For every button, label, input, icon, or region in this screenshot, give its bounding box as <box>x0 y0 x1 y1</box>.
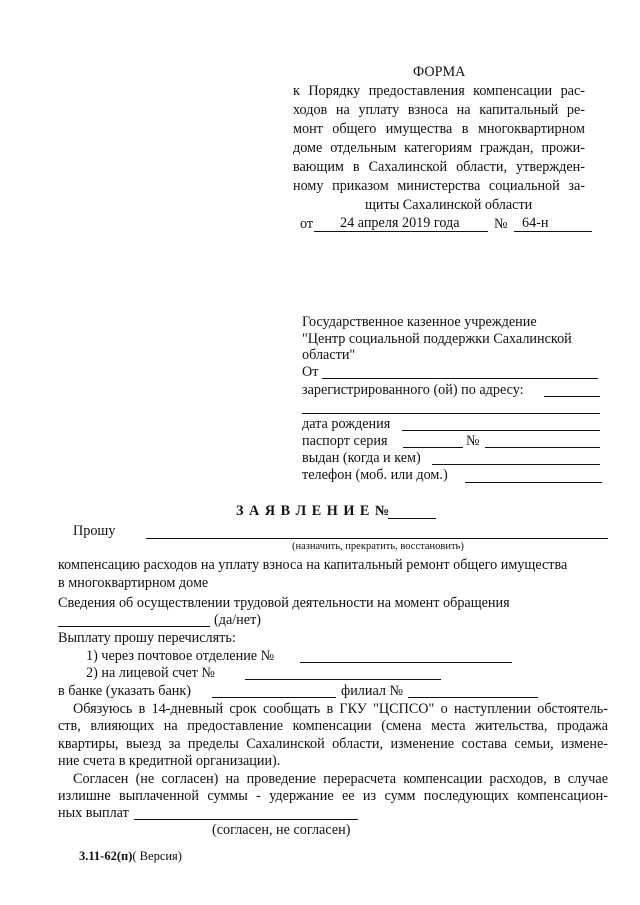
form-code <box>79 849 182 864</box>
post-office-field[interactable] <box>300 662 512 663</box>
request-label: Прошу <box>73 523 116 539</box>
consent-field[interactable] <box>134 819 358 820</box>
order-number: 64-н <box>522 215 549 231</box>
passport-series-field[interactable] <box>403 447 463 448</box>
header-line: ному приказом министерства социальной за- <box>293 178 585 194</box>
consent-hint: (согласен, не согласен) <box>212 822 351 838</box>
form-code-number: 3.11-62(п) <box>79 849 133 863</box>
registered-address-label: зарегистрированного (ой) по адресу: <box>302 382 524 398</box>
order-date: 24 апреля 2019 года <box>340 215 460 231</box>
post-office-label: 1) через почтовое отделение № <box>86 648 275 664</box>
statement-text-line: компенсацию расходов на уплату взноса на капитальный ремонт общего имущества <box>58 557 568 573</box>
birth-date-field[interactable] <box>402 430 600 431</box>
obligation-line: ств, влияющих на предоставление компенсации (смена места жительства, продажа <box>58 718 608 734</box>
registered-address-field-2[interactable] <box>302 413 600 414</box>
header-line: вающим в Сахалинской области, утвержден- <box>293 159 585 175</box>
header-line: доме отдельным категориям граждан, прожи- <box>293 140 585 156</box>
bank-field[interactable] <box>212 697 336 698</box>
statement-text-line: в многоквартирном доме <box>58 575 209 591</box>
employment-field[interactable] <box>58 626 210 627</box>
employment-yes-no: (да/нет) <box>214 612 261 628</box>
phone-label: телефон (моб. или дом.) <box>302 467 448 483</box>
branch-label: филиал № <box>341 683 404 699</box>
order-number-label: № <box>494 216 508 232</box>
registered-address-field[interactable] <box>544 396 600 397</box>
applicant-from-label: От <box>302 364 319 380</box>
obligation-line: ние счета в кредитной организации). <box>58 753 281 769</box>
consent-line: ных выплат <box>58 805 129 821</box>
passport-number-label: № <box>466 433 480 449</box>
addressee-line: "Центр социальной поддержки Сахалинской <box>302 331 572 347</box>
issued-by-field[interactable] <box>432 464 600 465</box>
order-from-label: от <box>300 216 314 232</box>
form-title: ФОРМА <box>413 64 466 80</box>
branch-field[interactable] <box>408 697 538 698</box>
applicant-name-field[interactable] <box>322 378 598 379</box>
addressee-line: области" <box>302 347 356 363</box>
statement-title: З А Я В Л Е Н И Е № <box>236 503 391 519</box>
request-field[interactable] <box>146 538 608 539</box>
account-label: 2) на лицевой счет № <box>86 665 215 681</box>
passport-number-field[interactable] <box>485 447 600 448</box>
bank-label: в банке (указать банк) <box>58 683 192 699</box>
obligation-line: квартиры, выезд за пределы Сахалинской области, изменение состава семьи, измене- <box>58 736 608 752</box>
addressee-line: Государственное казенное учреждение <box>302 314 537 330</box>
request-hint: (назначить, прекратить, восстановить) <box>292 541 464 552</box>
header-line: ходов на уплату взноса на капитальный ре- <box>293 102 585 118</box>
issued-by-label: выдан (когда и кем) <box>302 450 421 466</box>
form-code-version: ( Версия) <box>132 849 182 863</box>
header-line: щиты Сахалинской области <box>365 197 533 213</box>
consent-line: Согласен (не согласен) на проведение перерасчета компенсации расходов, в случае <box>73 771 608 787</box>
employment-label: Сведения об осуществлении трудовой деятельности на момент обращения <box>58 595 510 611</box>
header-line: к Порядку предоставления компенсации рас- <box>293 83 585 99</box>
payment-label: Выплату прошу перечислять: <box>58 630 236 646</box>
obligation-line: Обязуюсь в 14-дневный срок сообщать в ГКУ "ЦСПСО" о наступлении обстоятель- <box>73 701 608 717</box>
birth-date-label: дата рождения <box>302 416 391 432</box>
statement-number-field[interactable] <box>388 518 436 519</box>
account-field[interactable] <box>245 679 441 680</box>
passport-series-label: паспорт серия <box>302 433 388 449</box>
phone-field[interactable] <box>465 482 602 483</box>
header-line: монт общего имущества в многоквартирном <box>293 121 585 137</box>
consent-line: излишне выплаченной суммы - удержание ее из сумм последующих компенсацион- <box>58 788 608 804</box>
